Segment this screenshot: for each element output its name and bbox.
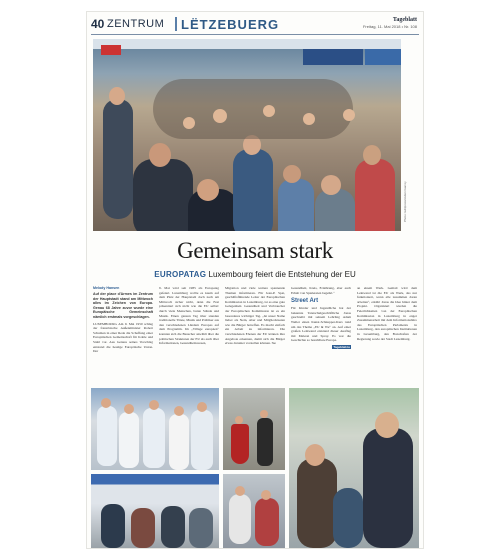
article-text: Migration und viele weitere spannende Themen informieren. Für Jean-P. Spat, geschäftsführende Leiter der Europäischen Kommission in Luxemburg, ist es eine gute Gelegenheit. Gesundheit und Verbraucher der Europäischen Kommission ist es ein besonderes wichtiger Tag. „Ist unser Name lieber als Nein, Aber und Mitgliedstaaten wie die Bürger betreffen. Es macht einfach ein Arbeit zu informieren. Die verschiedenen Ebenen der EU können ihre Angebote erkennen, damit sich die Bürger etwas darunter vorstellen können. Sie [225,286,285,346]
hero-photo [93,39,401,231]
masthead [91,17,419,35]
masthead-rule [91,34,419,35]
newspaper-page [87,12,423,548]
article-column-2 [159,286,219,346]
article-text: Für Kinder und Jugendliche hat der bekannte Tanzschulgeschäftliche Jonas geschreibt mit seinem Lehrling Adam Weiler einen Kunst-Schnupper-Kurs rund um das Thema „EU & We“ an. Auf einer großen Leinwand entstand dieser Ausflug mit Malerei und Spray. Es war die Geschichte so bezahlbare Europa. [291,306,351,343]
article-text: an einem Werk. Gemalt wird dem Leinwand ist die EU als Werk, das nur funktioniert, wenn alle zusammen daran arbeiten“, erklärt Jonas die Idee hinter dem Projekt. Organisiert wurden die Feierlichkeiten von der Europäischen Kommission in Luxemburg in enger Zusammenarbeit mit dem Informationsbüro des Europäischen Parlaments in Luxemburg, den europäischen Institutionen in Luxemburg, den Botschaften der Regierung sowie der Stadt Luxemburg. [357,286,417,341]
article-column-1 [93,286,153,354]
photo-children [223,474,285,548]
kicker: EUROPATAG [154,270,207,279]
article-lead: Auf der place d'Armes im Zentrum der Hauptstadt stand am Mittwoch alles im Zeichen von Europa. Genau 68 Jahre zuvor wurde eine Europäische Gemeinschaft nämlich erstmals vorgeschlagen. [93,292,153,319]
byline: Melody Hansen [93,286,120,290]
photo-speaker [289,388,419,548]
photo-dancers [223,388,285,470]
article-body [93,286,417,382]
region-label: LËTZEBUERG [181,17,280,32]
subheadline [87,270,423,279]
article-column-4 [291,286,351,350]
section-label: ZENTRUM [107,18,165,30]
headline: Gemeinsam stark [177,238,333,263]
site-logo: Tageblatt.lu [333,344,350,349]
article-text: 9. Mai wird seit 1985 als Europatag gefeiert. Luxemburg wollte es kaum auf dem Platz der Hauptstadt doch nach am Mittwoch sicher nicht, denn die Fest präsentiert sich nicht wie die EU selbst: durch viele Menschen, bunte Stände und Musik. Einen ganzen Tag über standen traditionelle Tänze, Musik und Politiker aus den verschiedenen Ländern Europas auf dem Programm. Im „Village européen“ konnten sich die Besucher anwählt über die politischen Strukturen der EU als auch über Informationen, Gesundheitswesen, [159,286,219,346]
article-text: LUXEMBOURG Am 9. Mai 1950 schlug der französische Außenminister Robert Schuman in einer Rede die Schaffung einer Europäischen Gemeinschaft für Kohle und Stahl vor. Aus Genuss seines Vorschlag entstand die heutige Europäische Union. Der [93,321,153,354]
article-text: Gesundheit, Kreis, Ernährung, aber auch Erhalt von Spielereien begehrt.“ [291,286,351,295]
photo-credit: Photo: Editpress/Julien Garroy [403,181,407,222]
subhead-street-art: Street Art [291,298,319,305]
article-column-5 [357,286,417,341]
subheadline-text: Luxembourg feiert die Entstehung der EU [208,270,356,279]
dateline: Freitag, 11. Mai 2018 • Nr. 108 [362,24,417,29]
page-number: 40 [91,17,105,31]
photo-stand [91,474,219,548]
article-column-3 [225,286,285,346]
brand-logo: Tageblatt [392,17,417,23]
section-divider [175,17,177,31]
photo-group-bottom-left [91,388,219,470]
